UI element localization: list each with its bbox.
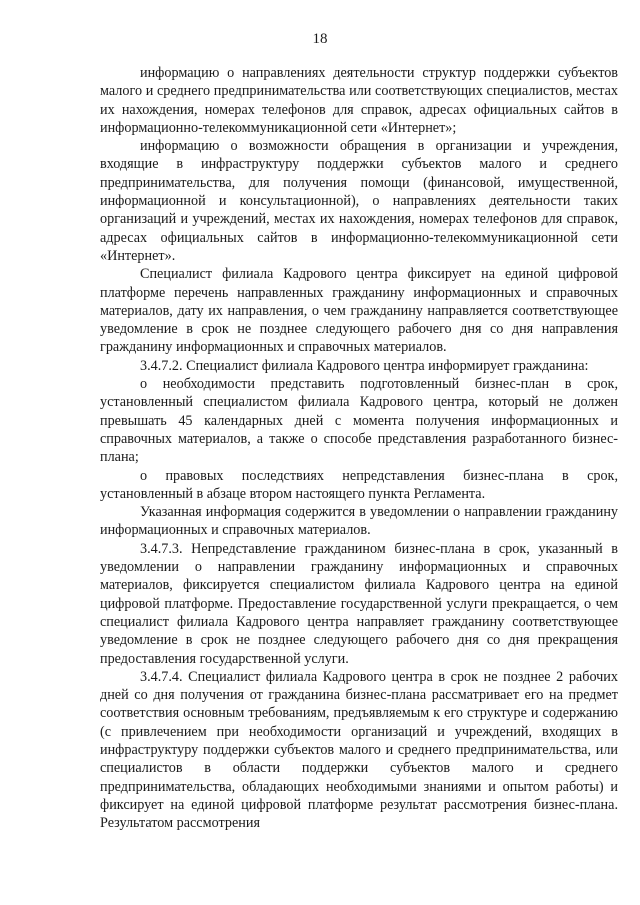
paragraph-3-4-7-4: 3.4.7.4. Специалист филиала Кадрового центра в срок не позднее 2 рабочих дней со дня получения от гражданина бизнес-плана рассматривает его на предмет соответствия основным требованиям, предъявляемым к его структуре и содержанию (с привлечением при необходимости организаций и учреждений, входящих в инфраструктуру поддержки субъектов малого и среднего предпринимательства, или специалистов в области поддержки субъектов малого и среднего предпринимательства, обладающих необходимыми знаниями и опытом работы) и фиксирует на единой цифровой платформе результат рассмотрения бизнес-плана. Результатом рассмотрения [100, 668, 618, 832]
paragraph-3-4-7-3: 3.4.7.3. Непредставление гражданином бизнес-плана в срок, указанный в уведомлении о направлении гражданину информационных и справочных материалов, фиксируется специалистом филиала Кадрового центра на единой цифровой платформе. Предоставление государственной услуги прекращается, о чем специалист филиала Кадрового центра направляет гражданину соответствующее уведомление в срок не позднее следующего рабочего дня со дня прекращения предоставления государственной услуги. [100, 540, 618, 667]
document-body [100, 64, 618, 832]
page-number: 18 [312, 31, 328, 47]
paragraph-3-4-7-2: 3.4.7.2. Специалист филиала Кадрового центра информирует гражданина: [140, 357, 589, 374]
paragraph-platform-list: Специалист филиала Кадрового центра фиксирует на единой цифровой платформе перечень направленных гражданину информационных и справочных материалов, дату их направления, о чем гражданину направляется соответствующее уведомление в срок не позднее следующего рабочего дня со дня направления гражданину информационных и справочных материалов. [100, 266, 618, 356]
paragraph-legal-consequences: о правовых последствиях непредставления бизнес-плана в срок, установленный в абзаце втором настоящего пункта Регламента. [100, 467, 618, 502]
paragraph-notification-content: Указанная информация содержится в уведомлении о направлении гражданину информационных и справочных материалов. [100, 504, 618, 539]
paragraph-info-structures: информацию о направлениях деятельности структур поддержки субъектов малого и среднего предпринимательства или соответствующих специалистов, местах их нахождения, номерах телефонов для справок, адресах официальных сайтов в информационно-телекоммуникационной сети «Интернет»; [100, 65, 618, 136]
paragraph-business-plan-deadline: о необходимости представить подготовленный бизнес-план в срок, установленный специалистом филиала Кадрового центра, который не должен превышать 45 календарных дней с момента получения информационных и справочных материалов, а также о способе представления разработанного бизнес-плана; [100, 376, 618, 466]
paragraph-info-organizations: информацию о возможности обращения в организации и учреждения, входящие в инфраструктуру поддержки субъектов малого и среднего предпринимательства, для получения помощи (финансовой, имущественной, информационной и консультационной), о направлениях деятельности таких организаций и учреждений, местах их нахождения, номерах телефонов для справок, адресах официальных сайтов в информационно-телекоммуникационной сети «Интернет». [100, 138, 618, 264]
